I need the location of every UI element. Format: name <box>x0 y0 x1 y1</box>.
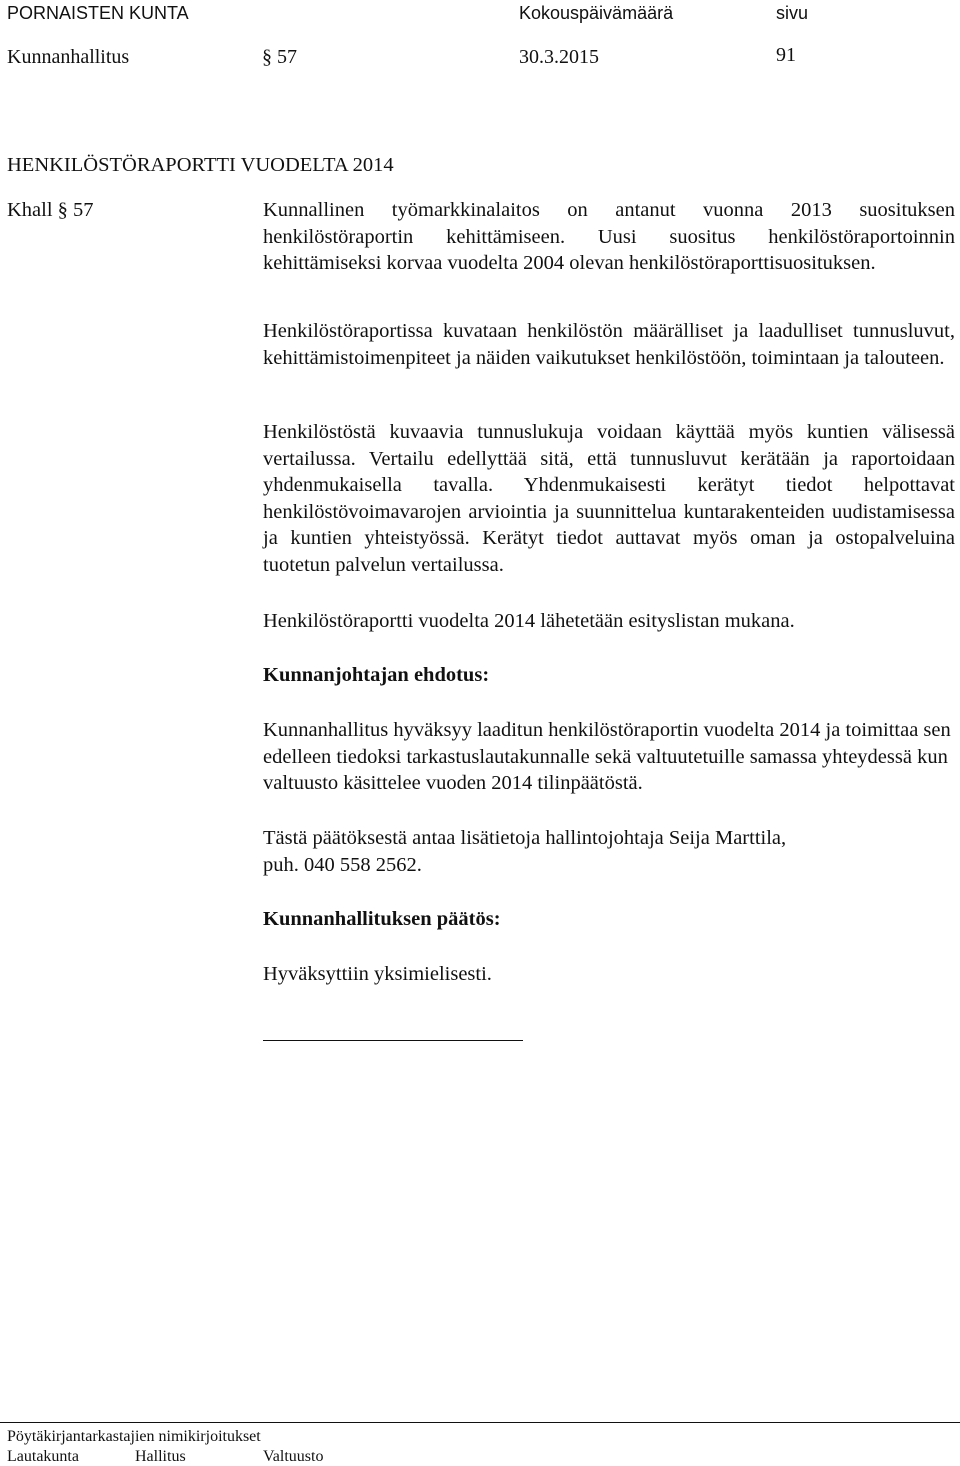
proposal-text: Kunnanhallitus hyväksyy laaditun henkilöstöraportin vuodelta 2014 ja toimittaa sen edelleen tiedoksi tarkastuslautakunnalle sekä valtuutetuille samassa yhteydessä kun valtuusto käsittelee vuoden 2014 tilinpäätöstä. <box>263 719 951 794</box>
page-label: sivu <box>776 3 809 23</box>
footer-col-hallitus: Hallitus <box>135 1448 186 1465</box>
meeting-date-label: Kokouspäivämäärä <box>519 3 674 23</box>
paragraph-text: Kunnallinen työmarkkinalaitos on antanut vuonna 2013 suosituksen henkilöstöraportin kehittämiseen. Uusi suositus henkilöstöraportoinnin kehittämiseksi korvaa vuodelta 2004 olevan henkilöstöraporttisuosituksen. <box>263 199 955 274</box>
contact-line-1: Tästä päätöksestä antaa lisätietoja hallintojohtaja Seija Marttila, <box>263 827 787 849</box>
paragraph-attachment: Henkilöstöraportti vuodelta 2014 lähetetään esityslistan mukana. <box>263 610 795 632</box>
item-reference: Khall § 57 <box>7 199 94 221</box>
meeting-body: Kunnanhallitus <box>7 46 130 68</box>
meeting-date: 30.3.2015 <box>519 46 599 68</box>
footer-col-lautakunta: Lautakunta <box>7 1448 79 1465</box>
decision-text: Hyväksyttiin yksimielisesti. <box>263 963 492 985</box>
signatures-label: Pöytäkirjantarkastajien nimikirjoitukset <box>7 1428 261 1445</box>
paragraph-report-content <box>263 318 955 371</box>
paragraph-comparison <box>263 419 955 578</box>
paragraph-text: Henkilöstöraportissa kuvataan henkilöstön määrälliset ja laadulliset tunnusluvut, kehittämistoimenpiteet ja näiden vaikutukset henkilöstöön, toimintaan ja talouteen. <box>263 320 955 369</box>
proposal-heading: Kunnanjohtajan ehdotus: <box>263 664 490 686</box>
paragraph-recommendation <box>263 197 955 277</box>
footer-divider <box>0 1422 960 1423</box>
page-number: 91 <box>776 44 796 66</box>
signature-line <box>263 1040 523 1041</box>
organization-name: PORNAISTEN KUNTA <box>7 3 189 23</box>
footer-col-valtuusto: Valtuusto <box>263 1448 324 1465</box>
decision-heading: Kunnanhallituksen päätös: <box>263 908 501 930</box>
proposal-text-block <box>263 717 955 797</box>
document-title: HENKILÖSTÖRAPORTTI VUODELTA 2014 <box>7 154 394 176</box>
contact-line-2: puh. 040 558 2562. <box>263 854 422 876</box>
paragraph-text: Henkilöstöstä kuvaavia tunnuslukuja voidaan käyttää myös kuntien välisessä vertailussa. Vertailu edellyttää sitä, että tunnusluvut kerätään ja raportoidaan yhdenmukaisella tavalla. Yhdenmukaisesti kerätyt tiedot helpottavat henkilöstövoimavarojen arviointia ja suunnittelua kuntarakenteiden uudistamisessa ja kuntien yhteistyössä. Kerätyt tiedot auttavat myös oman ja ostopalveluina tuotetun palvelun vertailussa. <box>263 421 955 576</box>
section-number: § 57 <box>262 46 297 68</box>
